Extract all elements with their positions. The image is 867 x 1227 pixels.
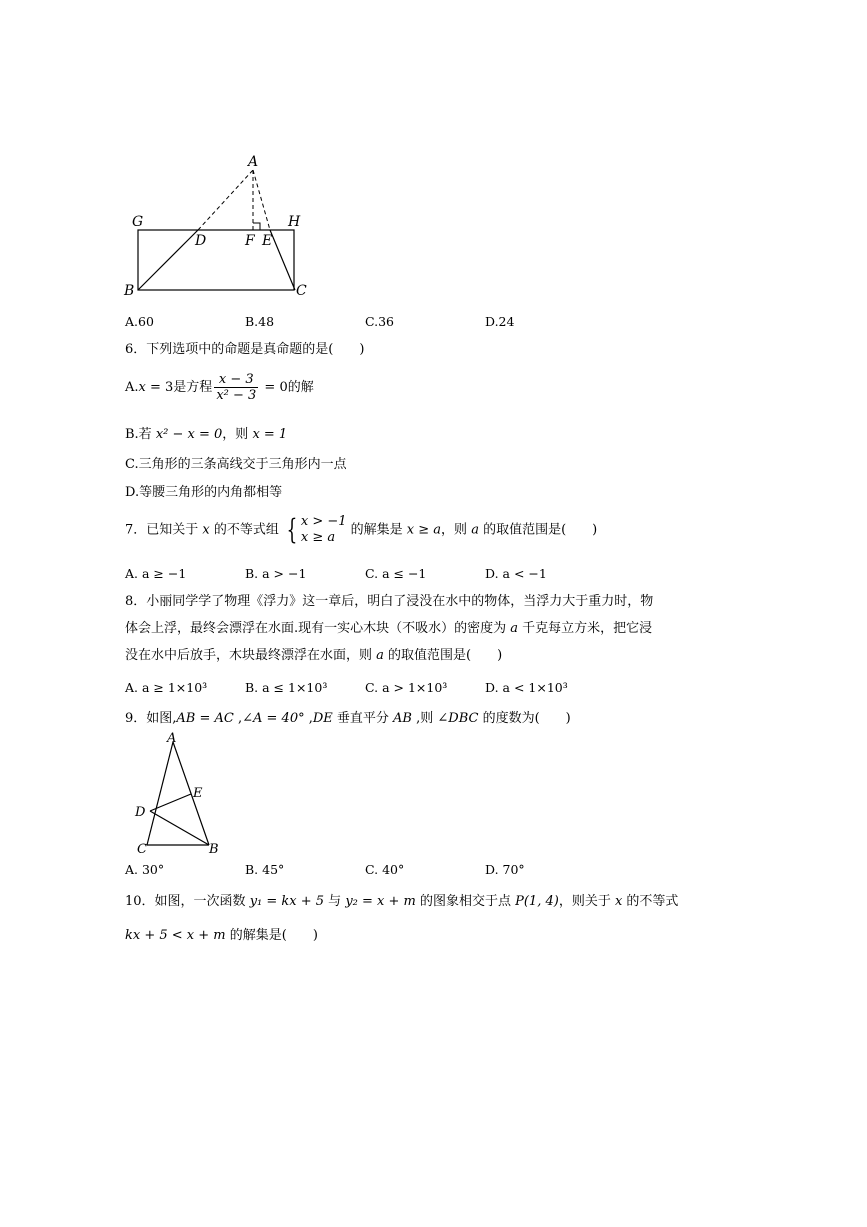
q8-line3-var: a xyxy=(376,648,384,663)
label-c: C xyxy=(137,842,147,857)
label-e: E xyxy=(262,233,273,249)
label-d: D xyxy=(135,805,146,820)
q9-option-b[interactable]: B. 45° xyxy=(245,862,285,877)
q7-option-c[interactable]: C. a ≤ −1 xyxy=(365,566,427,581)
q7-brace: { xyxy=(286,513,298,546)
q10-point: P(1, 4) xyxy=(515,894,559,909)
q6-a-fraction xyxy=(214,372,258,403)
q7-sys-line1: x > −1 xyxy=(300,514,347,529)
segment-bd xyxy=(138,230,198,290)
q7-system xyxy=(301,514,347,546)
q6-option-a[interactable] xyxy=(125,372,314,403)
q10-line1 xyxy=(125,894,678,910)
q9-option-c[interactable]: C. 40° xyxy=(365,862,405,877)
label-e: E xyxy=(193,786,203,801)
segment-db xyxy=(150,811,209,845)
q6-b-mid: ，则 xyxy=(222,427,253,442)
q9-sep2: , xyxy=(304,711,313,726)
q8-option-b[interactable]: B. a ≤ 1×10³ xyxy=(245,680,328,695)
q9-mid2: ,则 xyxy=(412,711,438,726)
segment-ae-dashed xyxy=(253,170,270,230)
q7-stem-mid: 的不等式组 xyxy=(209,522,279,538)
q9-expr2: ∠A = 40° xyxy=(242,711,305,726)
q6-a-prefix: A. xyxy=(125,380,139,395)
q8-line3-pre: 没在水中后放手，木块最终漂浮在水面，则 xyxy=(125,648,377,663)
q10-var: x xyxy=(614,894,623,909)
q8-option-c[interactable]: C. a > 1×10³ xyxy=(365,680,448,695)
label-b: B xyxy=(124,283,135,299)
q7-stem-pre: 7．已知关于 xyxy=(125,522,203,538)
q5-option-c[interactable]: C.36 xyxy=(365,314,394,329)
q9-figure xyxy=(125,732,235,857)
q10-and: 与 xyxy=(324,894,346,909)
q7-cond: x ≥ a xyxy=(406,522,442,538)
q8-line2 xyxy=(125,621,652,637)
q6-a-tail: = 0的解 xyxy=(260,380,314,395)
q9-mid: 垂直平分 xyxy=(332,711,394,726)
q10-line1-pre: 10．如图，一次函数 xyxy=(125,894,250,909)
q8-line2-var: a xyxy=(510,621,519,636)
segment-ac xyxy=(147,742,173,845)
q9-post: 的度数为( ) xyxy=(478,711,571,726)
q7-var: x xyxy=(202,522,210,538)
segment-de xyxy=(150,794,191,811)
q8-line3 xyxy=(125,648,502,664)
q6-b-expr: x² − x = 0 xyxy=(155,427,223,442)
q8-option-a[interactable]: A. a ≥ 1×10³ xyxy=(125,680,208,695)
label-g: G xyxy=(132,214,144,230)
right-angle-mark xyxy=(253,223,260,230)
q5-option-d[interactable]: D.24 xyxy=(485,314,515,329)
q10-line2 xyxy=(125,928,318,944)
q7-stem xyxy=(125,514,597,546)
label-b: B xyxy=(209,842,219,857)
q10-line2-post: 的解集是( ) xyxy=(225,928,318,943)
q5-figure xyxy=(120,150,320,300)
label-a: A xyxy=(167,732,177,746)
q9-stem xyxy=(125,711,571,727)
q7-stem-post1: 的解集是 xyxy=(350,522,407,538)
q7-option-a[interactable]: A. a ≥ −1 xyxy=(125,566,187,581)
q6-option-b[interactable] xyxy=(125,427,287,443)
q9-expr1: AB = AC xyxy=(176,711,234,726)
q10-y2: y₂ = x + m xyxy=(345,894,416,909)
q9-sep1: , xyxy=(233,711,243,726)
q6-a-denominator: x² − 3 xyxy=(216,388,257,403)
segment-ec xyxy=(270,230,295,290)
q5-option-b[interactable]: B.48 xyxy=(245,314,275,329)
label-a: A xyxy=(248,154,259,170)
q5-option-a[interactable]: A.60 xyxy=(125,314,154,329)
q9-expr5: ∠DBC xyxy=(437,711,479,726)
q9-expr3: DE xyxy=(312,711,333,726)
label-c: C xyxy=(296,283,307,299)
q6-b-res: x = 1 xyxy=(252,427,288,442)
segment-ab xyxy=(173,742,209,845)
q7-var2: a xyxy=(471,522,479,538)
q6-stem: 6．下列选项中的命题是真命题的是( ) xyxy=(125,342,365,357)
label-f: F xyxy=(245,233,255,249)
q6-a-eq: = 3是方程 xyxy=(145,380,213,395)
q9-option-d[interactable]: D. 70° xyxy=(485,862,525,877)
segment-da-dashed xyxy=(198,170,253,230)
q9-expr4: AB xyxy=(393,711,412,726)
q7-option-b[interactable]: B. a > −1 xyxy=(245,566,307,581)
q6-b-prefix: B.若 xyxy=(125,427,156,442)
q10-line2-expr: kx + 5 < x + m xyxy=(125,928,226,943)
q7-sys-line2: x ≥ a xyxy=(300,530,336,545)
q8-line3-post: 的取值范围是( ) xyxy=(383,648,503,663)
q9-option-a[interactable]: A. 30° xyxy=(125,862,165,877)
q10-post: ，则关于 xyxy=(558,894,615,909)
q7-stem-post2: ，则 xyxy=(441,522,472,538)
q7-stem-post3: 的取值范围是( ) xyxy=(478,522,598,538)
q6-a-numerator: x − 3 xyxy=(214,372,258,388)
q6-option-d[interactable]: D.等腰三角形的内角都相等 xyxy=(125,485,283,500)
q8-option-d[interactable]: D. a < 1×10³ xyxy=(485,680,568,695)
q6-a-var: x xyxy=(138,380,146,395)
q7-option-d[interactable]: D. a < −1 xyxy=(485,566,547,581)
q10-post2: 的不等式 xyxy=(622,894,679,909)
q9-stem-pre: 9．如图, xyxy=(125,711,177,726)
q10-y1: y₁ = kx + 5 xyxy=(249,894,325,909)
q8-line1: 8．小丽同学学了物理《浮力》这一章后，明白了浸没在水中的物体，当浮力大于重力时，物 xyxy=(125,594,654,609)
label-d: D xyxy=(195,233,207,249)
q10-mid: 的图象相交于点 xyxy=(415,894,516,909)
q8-line2-pre: 体会上浮，最终会漂浮在水面.现有一实心木块（不吸水）的密度为 xyxy=(125,621,511,636)
label-h: H xyxy=(288,214,301,230)
q6-option-c[interactable]: C.三角形的三条高线交于三角形内一点 xyxy=(125,457,347,472)
q8-line2-post: 千克每立方米，把它浸 xyxy=(518,621,653,636)
